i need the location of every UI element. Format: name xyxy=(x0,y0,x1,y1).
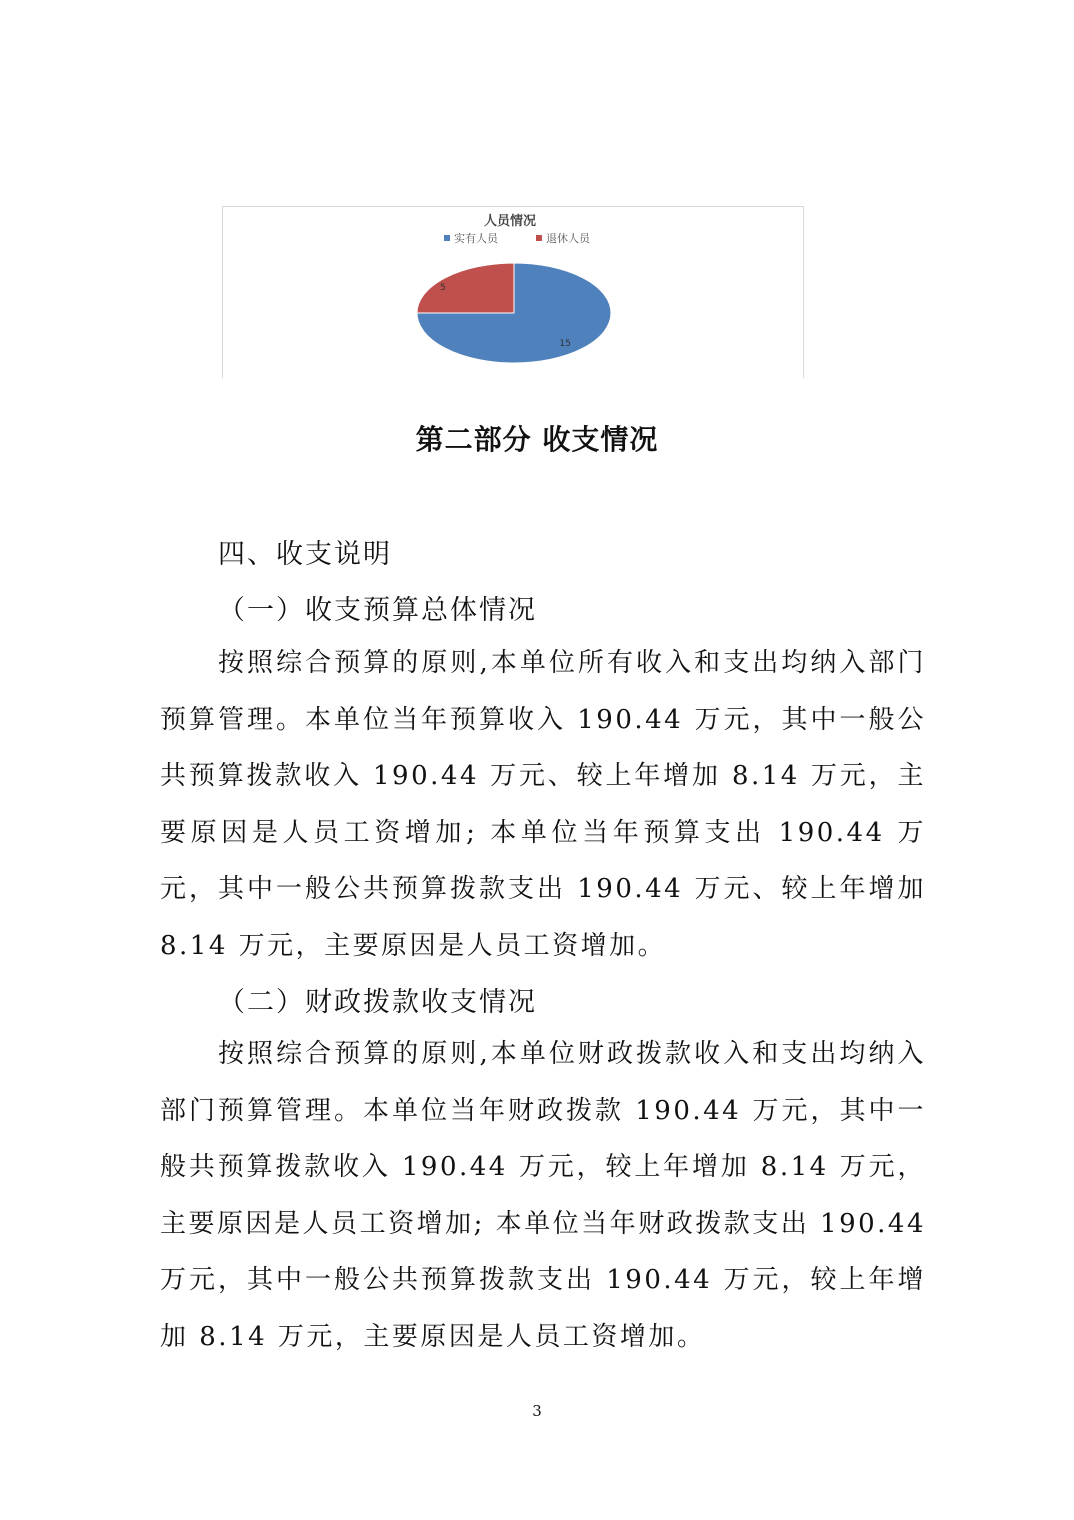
pie-data-label-0: 15 xyxy=(559,339,571,350)
pie-data-label-1: 5 xyxy=(439,282,446,293)
pie-slices xyxy=(417,263,611,363)
legend-label-0: 实有人员 xyxy=(454,232,498,245)
legend-swatch-1 xyxy=(536,235,542,241)
chart-legend xyxy=(444,231,591,245)
legend-label-1: 退休人员 xyxy=(546,232,590,245)
heading-4-2: （二）财政拨款收支情况 xyxy=(218,987,537,1018)
legend-swatch-0 xyxy=(444,235,450,241)
page-number: 3 xyxy=(532,1402,542,1420)
heading-4: 四、收支说明 xyxy=(218,539,392,570)
section-title: 第二部分 收支情况 xyxy=(415,423,659,456)
pie-slice-1 xyxy=(417,263,514,313)
personnel-pie-chart xyxy=(222,206,804,378)
paragraph-fiscal-appropriation: 按照综合预算的原则,本单位财政拨款收入和支出均纳入部门预算管理。本单位当年财政拨款 190.44 万元，其中一般共预算拨款收入 190.44 万元，较上年增加 8.14 万元，主要原因是人员工资增加; 本单位当年财政拨款支出 190.44 万元，其中一般公共预算拨款支出 190.44 万元，较上年增加 8.14 万元，主要原因是人员工资增加。 xyxy=(160,1039,926,1352)
paragraph-budget-overview: 按照综合预算的原则,本单位所有收入和支出均纳入部门预算管理。本单位当年预算收入 190.44 万元，其中一般公共预算拨款收入 190.44 万元、较上年增加 8.14 万元，主要原因是人员工资增加; 本单位当年预算支出 190.44 万元，其中一般公共预算拨款支出 190.44 万元、较上年增加 8.14 万元，主要原因是人员工资增加。 xyxy=(160,648,926,961)
heading-4-1: （一）收支预算总体情况 xyxy=(218,595,537,626)
chart-title: 人员情况 xyxy=(483,214,537,229)
pie-chart-svg xyxy=(223,207,803,379)
